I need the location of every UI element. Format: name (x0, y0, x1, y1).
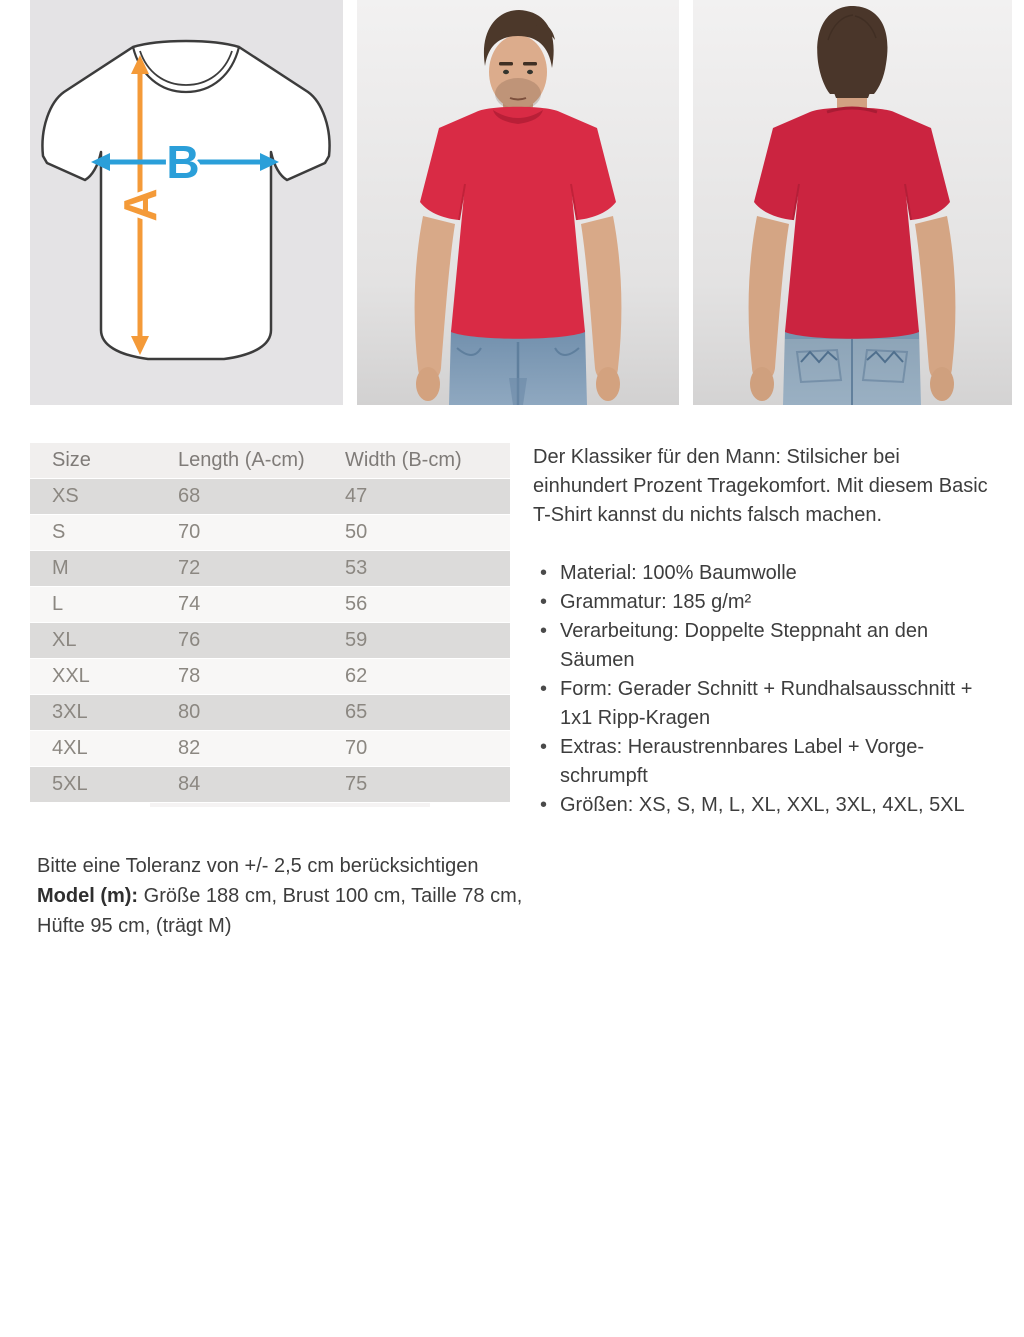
model-front-graphic (357, 0, 679, 405)
table-row-3xl (30, 695, 510, 731)
left-hand (416, 367, 440, 401)
width-cell: 56 (345, 593, 368, 615)
size-cell: L (52, 593, 64, 615)
left-hand (750, 367, 774, 401)
right-hand (596, 367, 620, 401)
product-description (533, 443, 991, 820)
model-back-graphic (693, 0, 1012, 405)
description-intro: Der Klassiker für den Mann: Stilsicher bei einhundert Prozent Tragekomfort. Mit diesem Basic T-Shirt kannst du nichts falsch machen. (533, 446, 988, 526)
tshirt-measurement-diagram (30, 0, 343, 405)
model-info-label: Model (m): (37, 885, 139, 907)
length-cell: 84 (178, 773, 201, 795)
model-info-text: Größe 188 cm, Brust 100 cm, Taille 78 cm, Hüfte 95 cm, (trägt M) (37, 885, 523, 937)
size-cell: 4XL (52, 737, 88, 759)
size-cell: 5XL (52, 773, 88, 795)
product-image-gallery (30, 0, 1024, 405)
header-size: Size (52, 449, 91, 471)
size-cell: XS (52, 485, 79, 507)
length-cell: 76 (178, 629, 201, 651)
size-cell: XL (52, 629, 77, 651)
length-cell: 78 (178, 665, 201, 687)
width-cell: 65 (345, 701, 368, 723)
width-cell: 75 (345, 773, 368, 795)
feature-list (533, 559, 991, 820)
feature-material: • Material: 100% Baumwolle (533, 559, 991, 588)
table-row-l (30, 587, 510, 623)
header-length: Length (A-cm) (178, 449, 305, 471)
length-cell: 80 (178, 701, 201, 723)
length-cell: 70 (178, 521, 201, 543)
size-table (30, 443, 510, 807)
table-row-xxl (30, 659, 510, 695)
header-width: Width (B-cm) (345, 449, 462, 471)
label-a: A (114, 188, 166, 222)
length-cell: 72 (178, 557, 201, 579)
size-cell: XXL (52, 665, 90, 687)
table-row-xl (30, 623, 510, 659)
table-row-s (30, 515, 510, 551)
feature-grammatur: • Grammatur: 185 g/m² (533, 588, 991, 617)
table-row-4xl (30, 731, 510, 767)
model-back-photo[interactable] (693, 0, 1012, 405)
right-hand (930, 367, 954, 401)
hair-back (817, 6, 887, 94)
width-cell: 70 (345, 737, 368, 759)
width-cell: 50 (345, 521, 368, 543)
width-cell: 53 (345, 557, 368, 579)
size-cell: M (52, 557, 69, 579)
table-row-5xl (30, 767, 510, 803)
table-bottom-artifact (150, 803, 430, 807)
width-cell: 62 (345, 665, 368, 687)
size-cell: S (52, 521, 66, 543)
feature-verarbeitung: • Verarbeitung: Doppelte Steppnaht an den Säumen (533, 617, 991, 675)
length-cell: 68 (178, 485, 201, 507)
table-header-row (30, 443, 510, 479)
tolerance-text: Bitte eine Toleranz von +/- 2,5 cm berücksichtigen (37, 855, 479, 877)
tolerance-note (37, 851, 537, 941)
length-cell: 82 (178, 737, 201, 759)
width-cell: 59 (345, 629, 368, 651)
table-row-xs (30, 479, 510, 515)
feature-form: • Form: Gerader Schnitt + Rundhalsausschnitt + 1x1 Ripp-Kragen (533, 675, 991, 733)
model-front-photo[interactable] (357, 0, 679, 405)
label-b: B (166, 136, 200, 188)
width-cell: 47 (345, 485, 368, 507)
size-cell: 3XL (52, 701, 88, 723)
table-row-m (30, 551, 510, 587)
feature-groessen: • Größen: XS, S, M, L, XL, XXL, 3XL, 4XL, 5XL (533, 791, 991, 820)
model-info (37, 881, 537, 941)
size-diagram-image[interactable] (30, 0, 343, 405)
beard (495, 78, 541, 110)
feature-extras: • Extras: Heraustrennbares Label + Vorge-schrumpft (533, 733, 991, 791)
size-and-description-section (30, 443, 1024, 820)
length-cell: 74 (178, 593, 201, 615)
